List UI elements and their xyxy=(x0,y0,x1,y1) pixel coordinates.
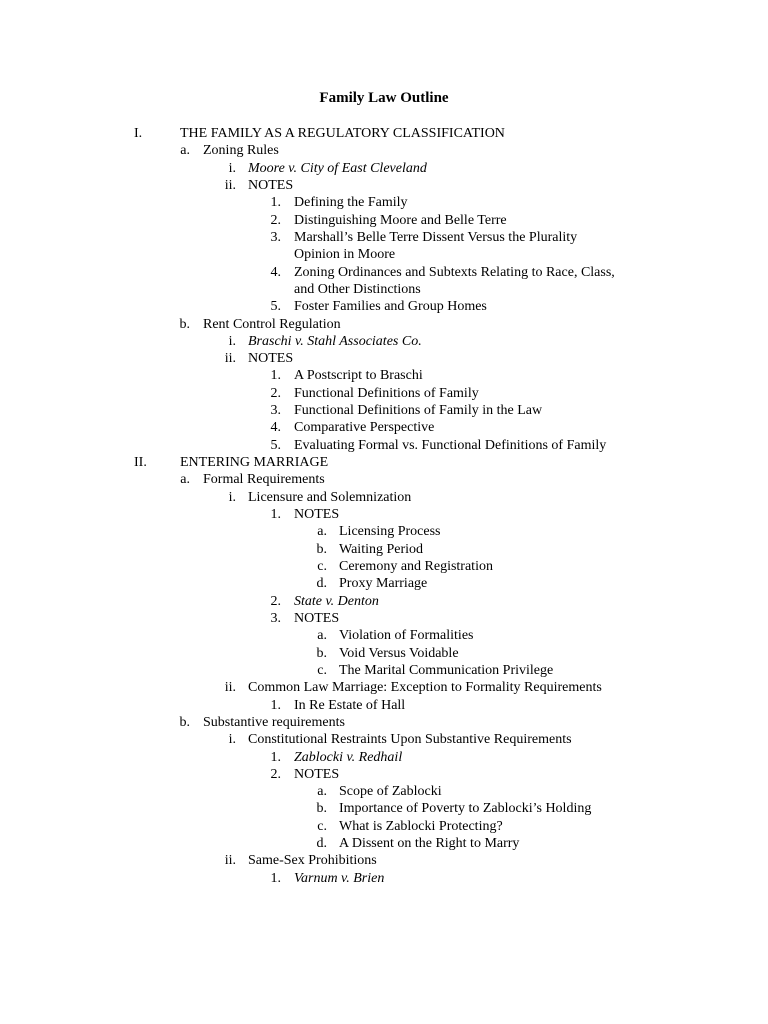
outline-item xyxy=(0,160,768,177)
outline-item xyxy=(0,125,768,142)
outline-text: Formal Requirements xyxy=(203,472,325,488)
outline-item xyxy=(0,749,768,766)
outline-text: Defining the Family xyxy=(294,195,408,211)
outline-item xyxy=(0,679,768,696)
outline-text: Violation of Formalities xyxy=(339,628,474,644)
outline-marker: a. xyxy=(180,472,190,488)
outline-text: Constitutional Restraints Upon Substantive Requirements xyxy=(248,732,572,748)
outline-text: Proxy Marriage xyxy=(339,576,428,592)
outline-marker: 1. xyxy=(270,195,281,211)
outline-item xyxy=(0,523,768,540)
outline-item xyxy=(0,835,768,852)
page-title: Family Law Outline xyxy=(319,90,449,106)
outline-text: Rent Control Regulation xyxy=(203,316,341,332)
outline-text: NOTES xyxy=(248,351,294,367)
outline-item xyxy=(0,714,768,731)
outline-item xyxy=(0,229,768,246)
outline-text: THE FAMILY AS A REGULATORY CLASSIFICATION xyxy=(180,126,505,141)
outline-item xyxy=(0,575,768,592)
outline-marker: II. xyxy=(134,455,147,471)
outline-marker: 1. xyxy=(270,749,281,765)
outline-text: Same-Sex Prohibitions xyxy=(248,853,377,869)
outline-text: NOTES xyxy=(248,177,294,193)
outline-item xyxy=(0,645,768,662)
outline-marker: I. xyxy=(134,126,143,141)
outline-marker: i. xyxy=(228,333,236,349)
outline-item xyxy=(0,593,768,610)
outline-text: NOTES xyxy=(294,610,340,626)
outline-marker: i. xyxy=(228,489,236,505)
outline-text: Waiting Period xyxy=(339,541,424,557)
outline-marker: 1. xyxy=(270,870,281,886)
outline-marker: c. xyxy=(317,559,327,574)
outline-marker: 5. xyxy=(270,437,281,453)
outline-item xyxy=(0,454,768,471)
outline-text: Distinguishing Moore and Belle Terre xyxy=(294,212,507,228)
outline-text: Common Law Marriage: Exception to Formality Requirements xyxy=(248,680,602,696)
outline-text: Importance of Poverty to Zablocki’s Holding xyxy=(339,801,592,817)
outline-text: In Re Estate of Hall xyxy=(294,697,406,713)
outline-item xyxy=(0,316,768,333)
outline-marker: a. xyxy=(317,524,327,540)
outline-text: NOTES xyxy=(294,766,340,782)
outline-marker: b. xyxy=(179,714,190,730)
outline-marker: d. xyxy=(316,836,327,852)
outline-text: The Marital Communication Privilege xyxy=(339,662,554,678)
outline-item xyxy=(0,177,768,194)
outline-text: Zoning Rules xyxy=(203,143,279,159)
outline-text: and Other Distinctions xyxy=(294,281,421,297)
outline-item xyxy=(0,870,768,887)
outline-item xyxy=(0,506,768,523)
outline-text: Evaluating Formal vs. Functional Definitions of Family xyxy=(294,437,607,453)
outline-item xyxy=(0,246,768,263)
outline-text: Scope of Zablocki xyxy=(339,784,442,800)
outline-marker: 2. xyxy=(270,212,281,228)
outline-text: A Dissent on the Right to Marry xyxy=(339,836,520,852)
outline-text: Licensure and Solemnization xyxy=(248,489,412,505)
outline-marker: 2. xyxy=(270,766,281,782)
case-citation: Varnum v. Brien xyxy=(294,870,385,886)
outline-marker: 3. xyxy=(270,610,281,626)
outline-marker: b. xyxy=(316,801,327,817)
outline-text: Marshall’s Belle Terre Dissent Versus the Plurality xyxy=(294,229,578,245)
outline-item xyxy=(0,194,768,211)
outline-item xyxy=(0,800,768,817)
outline-text: Comparative Perspective xyxy=(294,420,435,436)
outline-text: Functional Definitions of Family in the Law xyxy=(294,403,543,419)
outline-item xyxy=(0,367,768,384)
outline-text: Void Versus Voidable xyxy=(339,645,459,661)
outline-item xyxy=(0,385,768,402)
outline-item xyxy=(0,662,768,679)
outline-item xyxy=(0,281,768,298)
outline-item xyxy=(0,298,768,315)
outline-text: A Postscript to Braschi xyxy=(294,368,423,384)
outline-marker: 2. xyxy=(270,385,281,401)
outline-item xyxy=(0,783,768,800)
outline-marker: 4. xyxy=(270,264,281,280)
outline-marker: 3. xyxy=(270,229,281,245)
outline-item xyxy=(0,142,768,159)
outline-marker: d. xyxy=(316,576,327,592)
outline-marker: 4. xyxy=(270,420,281,436)
outline-item xyxy=(0,212,768,229)
outline-item xyxy=(0,610,768,627)
outline-text: ENTERING MARRIAGE xyxy=(180,455,329,471)
outline-text: Functional Definitions of Family xyxy=(294,385,479,401)
outline-item xyxy=(0,766,768,783)
outline-item xyxy=(0,541,768,558)
outline-marker: a. xyxy=(317,784,327,800)
outline-item xyxy=(0,437,768,454)
outline-text: Substantive requirements xyxy=(203,714,345,730)
outline-text: Foster Families and Group Homes xyxy=(294,299,487,315)
outline-marker: 2. xyxy=(270,593,281,609)
outline-marker: i. xyxy=(228,732,236,748)
outline-marker: b. xyxy=(316,541,327,557)
outline-marker: 1. xyxy=(270,368,281,384)
outline-item xyxy=(0,697,768,714)
outline-item xyxy=(0,333,768,350)
case-citation: Braschi v. Stahl Associates Co. xyxy=(248,333,422,349)
outline-item xyxy=(0,419,768,436)
outline-marker: 5. xyxy=(270,299,281,315)
outline-item xyxy=(0,489,768,506)
outline-item xyxy=(0,558,768,575)
case-citation: State v. Denton xyxy=(294,593,379,609)
outline-text: Opinion in Moore xyxy=(294,247,396,263)
outline-text: Zoning Ordinances and Subtexts Relating to Race, Class, xyxy=(294,264,615,280)
outline-item xyxy=(0,852,768,869)
outline-text: Ceremony and Registration xyxy=(339,559,493,574)
outline-marker: b. xyxy=(179,316,190,332)
outline-item xyxy=(0,350,768,367)
outline-marker: ii. xyxy=(224,853,236,869)
outline-marker: i. xyxy=(228,160,236,176)
outline-item xyxy=(0,471,768,488)
outline-item xyxy=(0,264,768,281)
outline-item xyxy=(0,402,768,419)
outline-item xyxy=(0,731,768,748)
outline-marker: ii. xyxy=(224,351,236,367)
outline-marker: a. xyxy=(180,143,190,159)
outline-item xyxy=(0,818,768,835)
outline-text: NOTES xyxy=(294,507,340,523)
outline-text: What is Zablocki Protecting? xyxy=(339,818,503,834)
outline-text: Licensing Process xyxy=(339,524,441,540)
outline-marker: c. xyxy=(317,662,327,678)
outline-marker: ii. xyxy=(224,177,236,193)
outline-item xyxy=(0,627,768,644)
case-citation: Zablocki v. Redhail xyxy=(294,749,403,765)
outline-marker: c. xyxy=(317,818,327,834)
outline-marker: ii. xyxy=(224,680,236,696)
outline-marker: 3. xyxy=(270,403,281,419)
case-citation: Moore v. City of East Cleveland xyxy=(248,160,427,176)
outline-marker: a. xyxy=(317,628,327,644)
outline-marker: 1. xyxy=(270,697,281,713)
outline-marker: b. xyxy=(316,645,327,661)
outline-marker: 1. xyxy=(270,507,281,523)
